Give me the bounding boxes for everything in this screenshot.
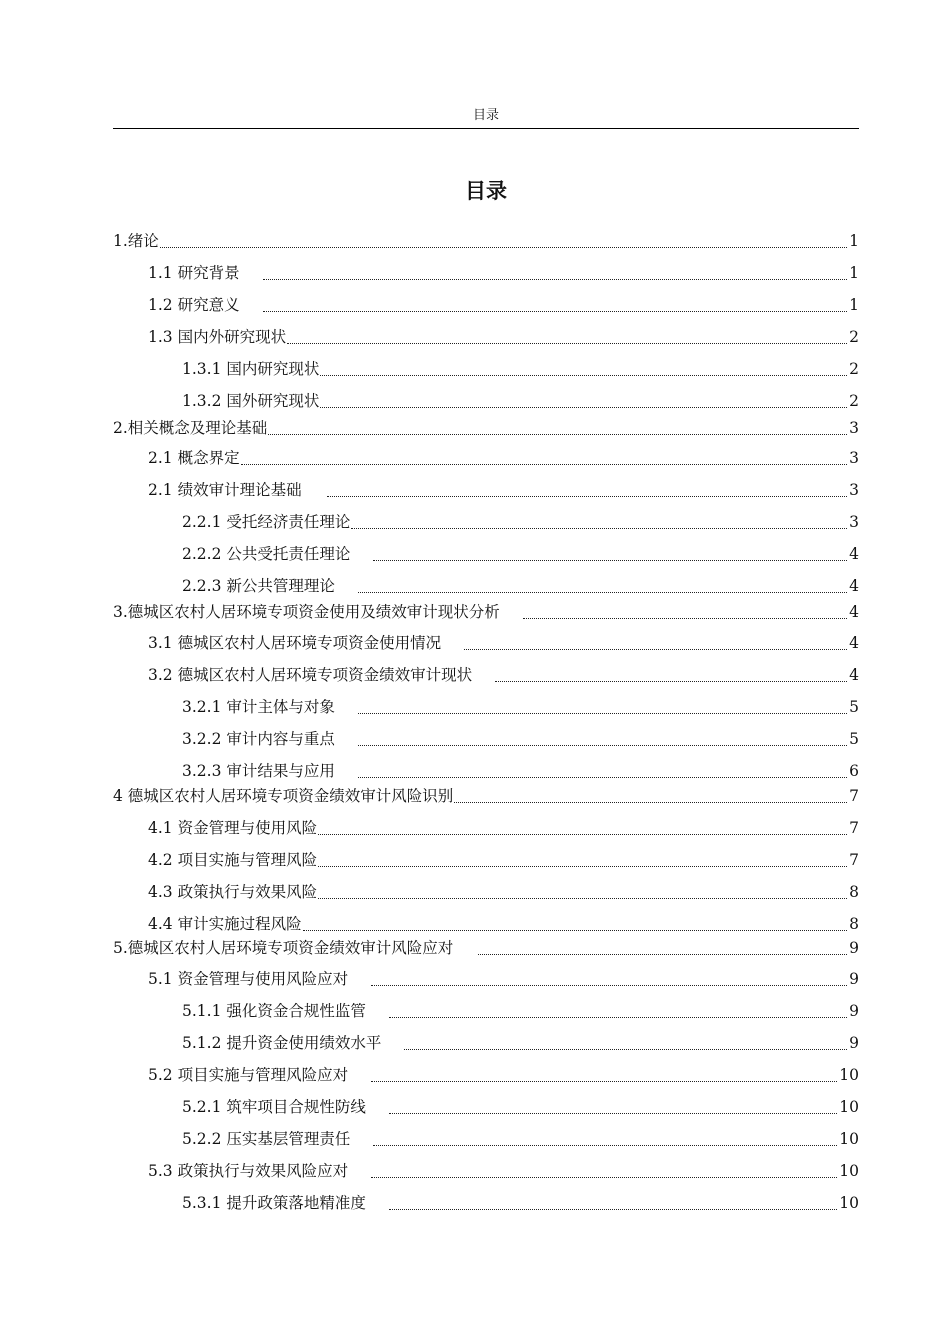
dot-leader bbox=[389, 1017, 847, 1018]
dot-leader bbox=[318, 898, 847, 899]
toc-entry-title: 5.3 政策执行与效果风险应对 bbox=[148, 1162, 349, 1180]
toc-entry-title: 1.绪论 bbox=[113, 232, 159, 250]
toc-page-number: 4 bbox=[849, 545, 859, 563]
toc-entry-title: 1.1 研究背景 bbox=[148, 264, 240, 282]
toc-page-number: 6 bbox=[849, 762, 859, 780]
dot-leader bbox=[371, 1081, 837, 1082]
toc-entry-subsection-5-2-1[interactable] bbox=[182, 1095, 859, 1119]
toc-entry-chapter-3[interactable] bbox=[113, 600, 859, 624]
dot-leader bbox=[263, 279, 848, 280]
toc-page-number: 4 bbox=[849, 577, 859, 595]
toc-entry-subsection-1-3-2[interactable] bbox=[182, 389, 859, 413]
dot-leader bbox=[318, 834, 847, 835]
dot-leader bbox=[523, 618, 847, 619]
toc-entry-section-5-3[interactable] bbox=[148, 1159, 859, 1183]
toc-entry-title: 1.3 国内外研究现状 bbox=[148, 328, 287, 346]
dot-leader bbox=[320, 375, 847, 376]
dot-leader bbox=[373, 1145, 837, 1146]
dot-leader bbox=[241, 464, 848, 465]
toc-entry-title: 5.2.1 筑牢项目合规性防线 bbox=[182, 1098, 366, 1116]
toc-entry-section-2-1[interactable] bbox=[148, 446, 859, 470]
dot-leader bbox=[351, 528, 847, 529]
toc-entry-title: 4.2 项目实施与管理风险 bbox=[148, 851, 318, 869]
toc-entry-title: 3.2 德城区农村人居环境专项资金绩效审计现状 bbox=[148, 666, 473, 684]
toc-page-number: 1 bbox=[849, 264, 859, 282]
toc-page-number: 2 bbox=[849, 392, 859, 410]
toc-entry-chapter-4[interactable] bbox=[113, 784, 859, 808]
toc-page-number: 3 bbox=[849, 419, 859, 437]
toc-entry-title: 3.2.2 审计内容与重点 bbox=[182, 730, 335, 748]
toc-entry-title: 5.1 资金管理与使用风险应对 bbox=[148, 970, 349, 988]
dot-leader bbox=[371, 1177, 837, 1178]
toc-entry-section-1-1[interactable] bbox=[148, 261, 859, 285]
dot-leader bbox=[358, 745, 847, 746]
dot-leader bbox=[373, 560, 847, 561]
toc-entry-title: 3.德城区农村人居环境专项资金使用及绩效审计现状分析 bbox=[113, 603, 500, 621]
toc-entry-title: 1.3.1 国内研究现状 bbox=[182, 360, 320, 378]
toc-entry-chapter-1[interactable] bbox=[113, 229, 859, 253]
dot-leader bbox=[495, 681, 847, 682]
dot-leader bbox=[318, 866, 847, 867]
toc-page-number: 1 bbox=[849, 232, 859, 250]
dot-leader bbox=[263, 311, 848, 312]
dot-leader bbox=[358, 592, 847, 593]
toc-entry-subsection-3-2-3[interactable] bbox=[182, 759, 859, 783]
toc-entry-section-4-4[interactable] bbox=[148, 912, 859, 936]
toc-entry-subsection-2-2-2[interactable] bbox=[182, 542, 859, 566]
toc-page-number: 2 bbox=[849, 328, 859, 346]
dot-leader bbox=[454, 802, 847, 803]
toc-entry-title: 1.2 研究意义 bbox=[148, 296, 240, 314]
toc-entry-title: 3.2.1 审计主体与对象 bbox=[182, 698, 335, 716]
toc-entry-subsection-5-1-1[interactable] bbox=[182, 999, 859, 1023]
toc-entry-section-1-3[interactable] bbox=[148, 325, 859, 349]
dot-leader bbox=[160, 247, 847, 248]
dot-leader bbox=[389, 1209, 837, 1210]
header-divider bbox=[113, 128, 859, 129]
toc-entry-subsection-5-3-1[interactable] bbox=[182, 1191, 859, 1215]
toc-page-number: 9 bbox=[849, 939, 859, 957]
toc-entry-title: 5.3.1 提升政策落地精准度 bbox=[182, 1194, 366, 1212]
toc-entry-title: 5.2 项目实施与管理风险应对 bbox=[148, 1066, 349, 1084]
toc-entry-title: 3.1 德城区农村人居环境专项资金使用情况 bbox=[148, 634, 442, 652]
toc-entry-title: 2.相关概念及理论基础 bbox=[113, 419, 268, 437]
toc-entry-subsection-2-2-1[interactable] bbox=[182, 510, 859, 534]
toc-entry-section-1-2[interactable] bbox=[148, 293, 859, 317]
toc-entry-title: 4.1 资金管理与使用风险 bbox=[148, 819, 318, 837]
toc-page-number: 5 bbox=[849, 698, 859, 716]
toc-entry-section-2-2[interactable] bbox=[148, 478, 859, 502]
toc-page-number: 10 bbox=[839, 1194, 859, 1212]
running-header: 目录 bbox=[472, 108, 499, 123]
dot-leader bbox=[320, 407, 847, 408]
toc-page-number: 10 bbox=[839, 1098, 859, 1116]
dot-leader bbox=[478, 954, 847, 955]
toc-page-number: 3 bbox=[849, 513, 859, 531]
toc-entry-title: 5.1.2 提升资金使用绩效水平 bbox=[182, 1034, 382, 1052]
toc-page-number: 10 bbox=[839, 1130, 859, 1148]
dot-leader bbox=[389, 1113, 837, 1114]
toc-page-number: 7 bbox=[849, 787, 859, 805]
toc-page-number: 8 bbox=[849, 883, 859, 901]
dot-leader bbox=[287, 343, 847, 344]
toc-entry-subsection-1-3-1[interactable] bbox=[182, 357, 859, 381]
toc-entry-title: 2.2.3 新公共管理理论 bbox=[182, 577, 335, 595]
toc-entry-title: 5.德城区农村人居环境专项资金绩效审计风险应对 bbox=[113, 939, 454, 957]
toc-entry-title: 2.1 绩效审计理论基础 bbox=[148, 481, 302, 499]
toc-entry-title: 4 德城区农村人居环境专项资金绩效审计风险识别 bbox=[113, 787, 454, 805]
toc-entry-title: 4.4 审计实施过程风险 bbox=[148, 915, 302, 933]
toc-page-number: 5 bbox=[849, 730, 859, 748]
toc-page-number: 8 bbox=[849, 915, 859, 933]
toc-page-number: 4 bbox=[849, 634, 859, 652]
toc-page-number: 3 bbox=[849, 449, 859, 467]
toc-entry-title: 2.2.2 公共受托责任理论 bbox=[182, 545, 351, 563]
toc-page-number: 9 bbox=[849, 970, 859, 988]
dot-leader bbox=[268, 434, 847, 435]
toc-page-number: 10 bbox=[839, 1066, 859, 1084]
dot-leader bbox=[303, 930, 848, 931]
toc-entry-subsection-3-2-1[interactable] bbox=[182, 695, 859, 719]
toc-entry-section-4-2[interactable] bbox=[148, 848, 859, 872]
toc-entry-chapter-5[interactable] bbox=[113, 936, 859, 960]
toc-page-number: 4 bbox=[849, 666, 859, 684]
toc-entry-section-4-3[interactable] bbox=[148, 880, 859, 904]
toc-page-number: 7 bbox=[849, 819, 859, 837]
toc-entry-section-5-1[interactable] bbox=[148, 967, 859, 991]
toc-entry-title: 4.3 政策执行与效果风险 bbox=[148, 883, 318, 901]
toc-entry-section-3-2[interactable] bbox=[148, 663, 859, 687]
toc-entry-title: 5.1.1 强化资金合规性监管 bbox=[182, 1002, 366, 1020]
dot-leader bbox=[358, 713, 847, 714]
toc-entry-title: 2.2.1 受托经济责任理论 bbox=[182, 513, 351, 531]
toc-title: 目录 bbox=[465, 179, 507, 203]
toc-page-number: 3 bbox=[849, 481, 859, 499]
dot-leader bbox=[404, 1049, 847, 1050]
toc-entry-chapter-2[interactable] bbox=[113, 416, 859, 440]
toc-page-number: 4 bbox=[849, 603, 859, 621]
toc-page-number: 1 bbox=[849, 296, 859, 314]
toc-entry-subsection-5-2-2[interactable] bbox=[182, 1127, 859, 1151]
toc-entry-section-5-2[interactable] bbox=[148, 1063, 859, 1087]
dot-leader bbox=[327, 496, 848, 497]
toc-page-number: 2 bbox=[849, 360, 859, 378]
dot-leader bbox=[464, 649, 847, 650]
toc-entry-title: 1.3.2 国外研究现状 bbox=[182, 392, 320, 410]
toc-entry-subsection-2-2-3[interactable] bbox=[182, 574, 859, 598]
toc-entry-title: 2.1 概念界定 bbox=[148, 449, 240, 467]
dot-leader bbox=[371, 985, 847, 986]
dot-leader bbox=[358, 777, 847, 778]
toc-entry-subsection-3-2-2[interactable] bbox=[182, 727, 859, 751]
toc-entry-title: 3.2.3 审计结果与应用 bbox=[182, 762, 335, 780]
toc-page-number: 9 bbox=[849, 1034, 859, 1052]
toc-page-number: 9 bbox=[849, 1002, 859, 1020]
toc-page-number: 10 bbox=[839, 1162, 859, 1180]
toc-entry-section-3-1[interactable] bbox=[148, 631, 859, 655]
toc-page-number: 7 bbox=[849, 851, 859, 869]
toc-entry-title: 5.2.2 压实基层管理责任 bbox=[182, 1130, 351, 1148]
toc-entry-section-4-1[interactable] bbox=[148, 816, 859, 840]
toc-entry-subsection-5-1-2[interactable] bbox=[182, 1031, 859, 1055]
